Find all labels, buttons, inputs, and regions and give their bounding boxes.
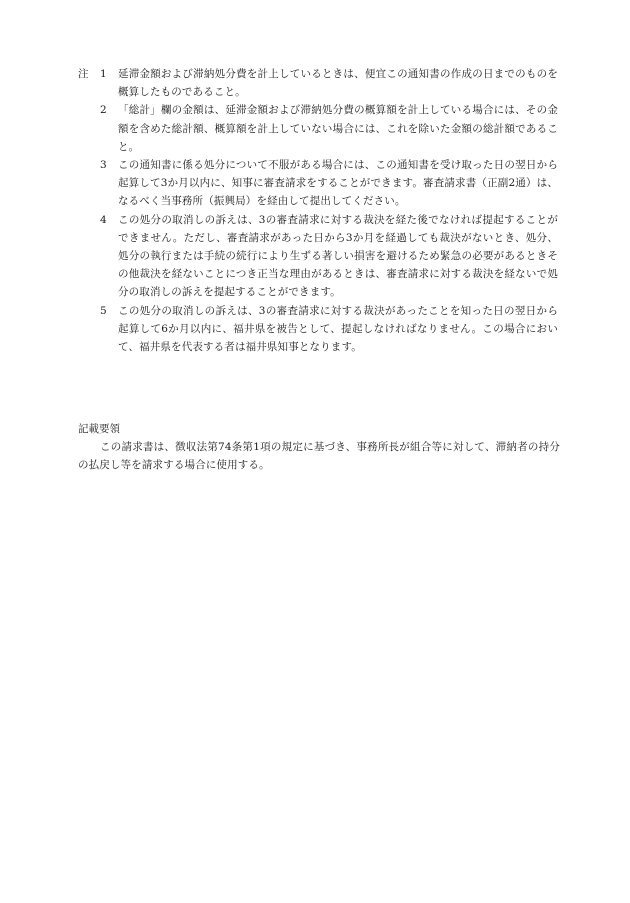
instructions-heading: 記載要領 [78, 423, 120, 435]
note-number: 3 [100, 159, 107, 172]
note-number: 2 [100, 104, 107, 117]
note-item-5 [78, 302, 558, 357]
note-number: 4 [100, 213, 107, 226]
note-number: 5 [100, 304, 107, 317]
note-item-1 [78, 65, 558, 101]
notes-prefix: 注 [78, 68, 89, 80]
note-text: この処分の取消しの訴えは、3の審査請求に対する裁決があったことを知った日の翌日から起算して6か月以内に、福井県を被告として、提起しなければなりません。この場合において、福井県を代表する者は福井県知事となります。 [118, 304, 558, 354]
note-text: この処分の取消しの訴えは、3の審査請求に対する裁決を経た後でなければ提起することができません。ただし、審査請求があった日から3か月を経過しても裁決がないとき、処分、処分の執行または手続の続行により生ずる著しい損害を避けるため緊急の必要があるときその他裁決を経ないことにつき正当な理由があるときは、審査請求に対する裁決を経ないで処分の取消しの訴えを提起することができます。 [118, 213, 558, 299]
note-text: 「総計」欄の金額は、延滞金額および滞納処分費の概算額を計上している場合には、その金額を含めた総計額、概算額を計上していない場合には、これを除いた金額の総計額であること。 [118, 104, 558, 153]
instructions-body: この請求書は、徴収法第74条第1項の規定に基づき、事務所長が組合等に対して、滞納者の持分の払戻し等を請求する場合に使用する。 [78, 441, 560, 472]
note-item-4 [78, 211, 558, 302]
note-item-3 [78, 156, 558, 211]
note-text: この通知書に係る処分について不服がある場合には、この通知書を受け取った日の翌日から起算して3か月以内に、知事に審査請求をすることができます。審査請求書（正副2通）は、なるべく当事務所（振興局）を経由して提出してください。 [118, 159, 558, 208]
instructions-section [78, 420, 560, 475]
note-item-2 [78, 101, 558, 156]
note-text: 延滞金額および滞納処分費を計上しているときは、便宜この通知書の作成の日までのものを概算したものであること。 [118, 68, 558, 99]
notes-section [78, 65, 558, 356]
note-number: 1 [100, 68, 107, 80]
